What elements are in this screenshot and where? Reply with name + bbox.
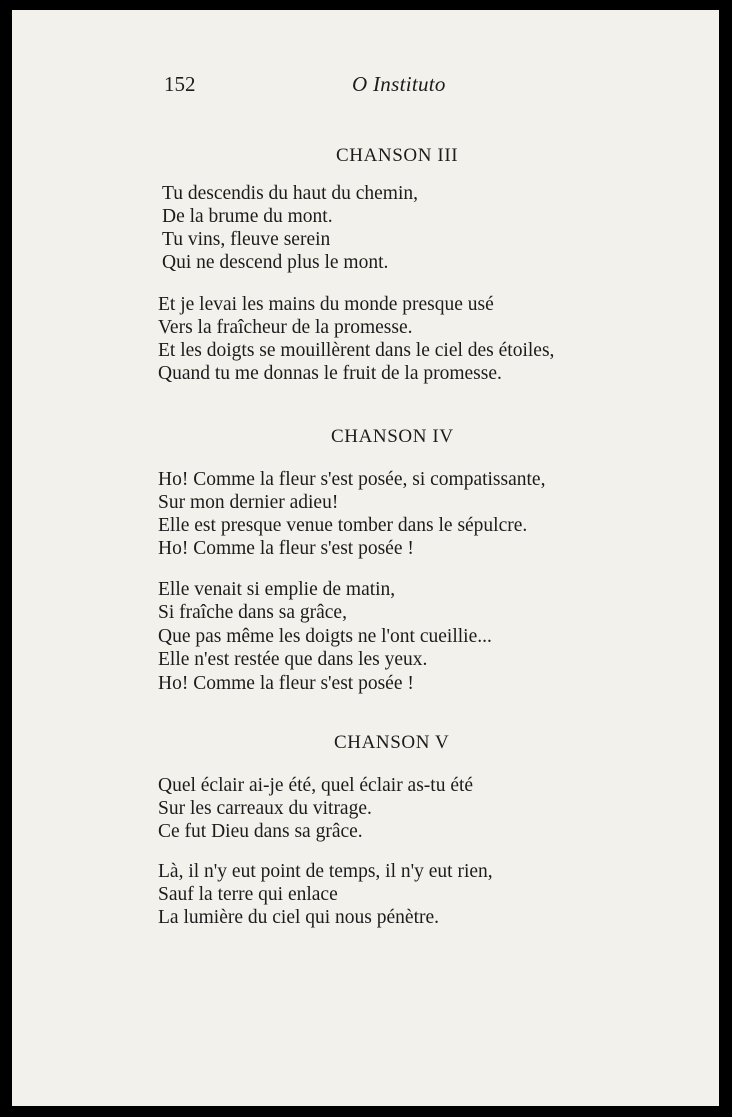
poem-title-chanson-iv: CHANSON IV (331, 426, 454, 447)
poem-stanza (158, 293, 554, 385)
verse-line: La lumière du ciel qui nous pénètre. (158, 907, 440, 928)
verse-line: Si fraîche dans sa grâce, (158, 602, 347, 624)
verse-line: Tu descendis du haut du chemin, (162, 183, 419, 204)
verse-line: Ho! Comme la fleur s'est posée, si compatissante, (158, 469, 546, 490)
verse-line: Sur les carreaux du vitrage. (158, 798, 372, 819)
poem-stanza (158, 578, 492, 695)
verse-line: Et je levai les mains du monde presque usé (158, 294, 494, 315)
verse-line: Vers la fraîcheur de la promesse. (158, 317, 413, 338)
poem-stanza (158, 468, 545, 560)
poem-stanza (158, 774, 473, 843)
verse-line: Là, il n'y eut point de temps, il n'y eut rien, (158, 861, 493, 882)
verse-line: Quel éclair ai-je été, quel éclair as-tu été (158, 775, 474, 796)
poem-title-chanson-v: CHANSON V (334, 732, 450, 753)
page-number: 152 (164, 72, 196, 96)
verse-line: Elle est presque venue tomber dans le sépulcre. (158, 515, 528, 536)
verse-line: Sur mon dernier adieu! (158, 492, 339, 513)
book-page (12, 10, 719, 1106)
poem-stanza (162, 182, 418, 274)
poem-title-chanson-iii: CHANSON III (336, 145, 459, 166)
verse-line: De la brume du mont. (162, 206, 333, 227)
verse-line: Elle venait si emplie de matin, (158, 579, 396, 600)
verse-line: Ho! Comme la fleur s'est posée ! (158, 538, 414, 559)
verse-line: Sauf la terre qui enlace (158, 884, 338, 905)
verse-line: Que pas même les doigts ne l'ont cueillie... (158, 625, 492, 647)
verse-line: Qui ne descend plus le mont. (162, 252, 389, 273)
verse-line: Quand tu me donnas le fruit de la promesse. (158, 363, 502, 384)
verse-line: Ho! Comme la fleur s'est posée ! (158, 672, 414, 694)
verse-line: Ce fut Dieu dans sa grâce. (158, 821, 363, 842)
verse-line: Elle n'est restée que dans les yeux. (158, 649, 428, 671)
verse-line: Et les doigts se mouillèrent dans le ciel des étoiles, (158, 340, 555, 361)
poem-stanza (158, 860, 493, 929)
running-head: O Instituto (352, 72, 446, 96)
verse-line: Tu vins, fleuve serein (162, 229, 331, 250)
